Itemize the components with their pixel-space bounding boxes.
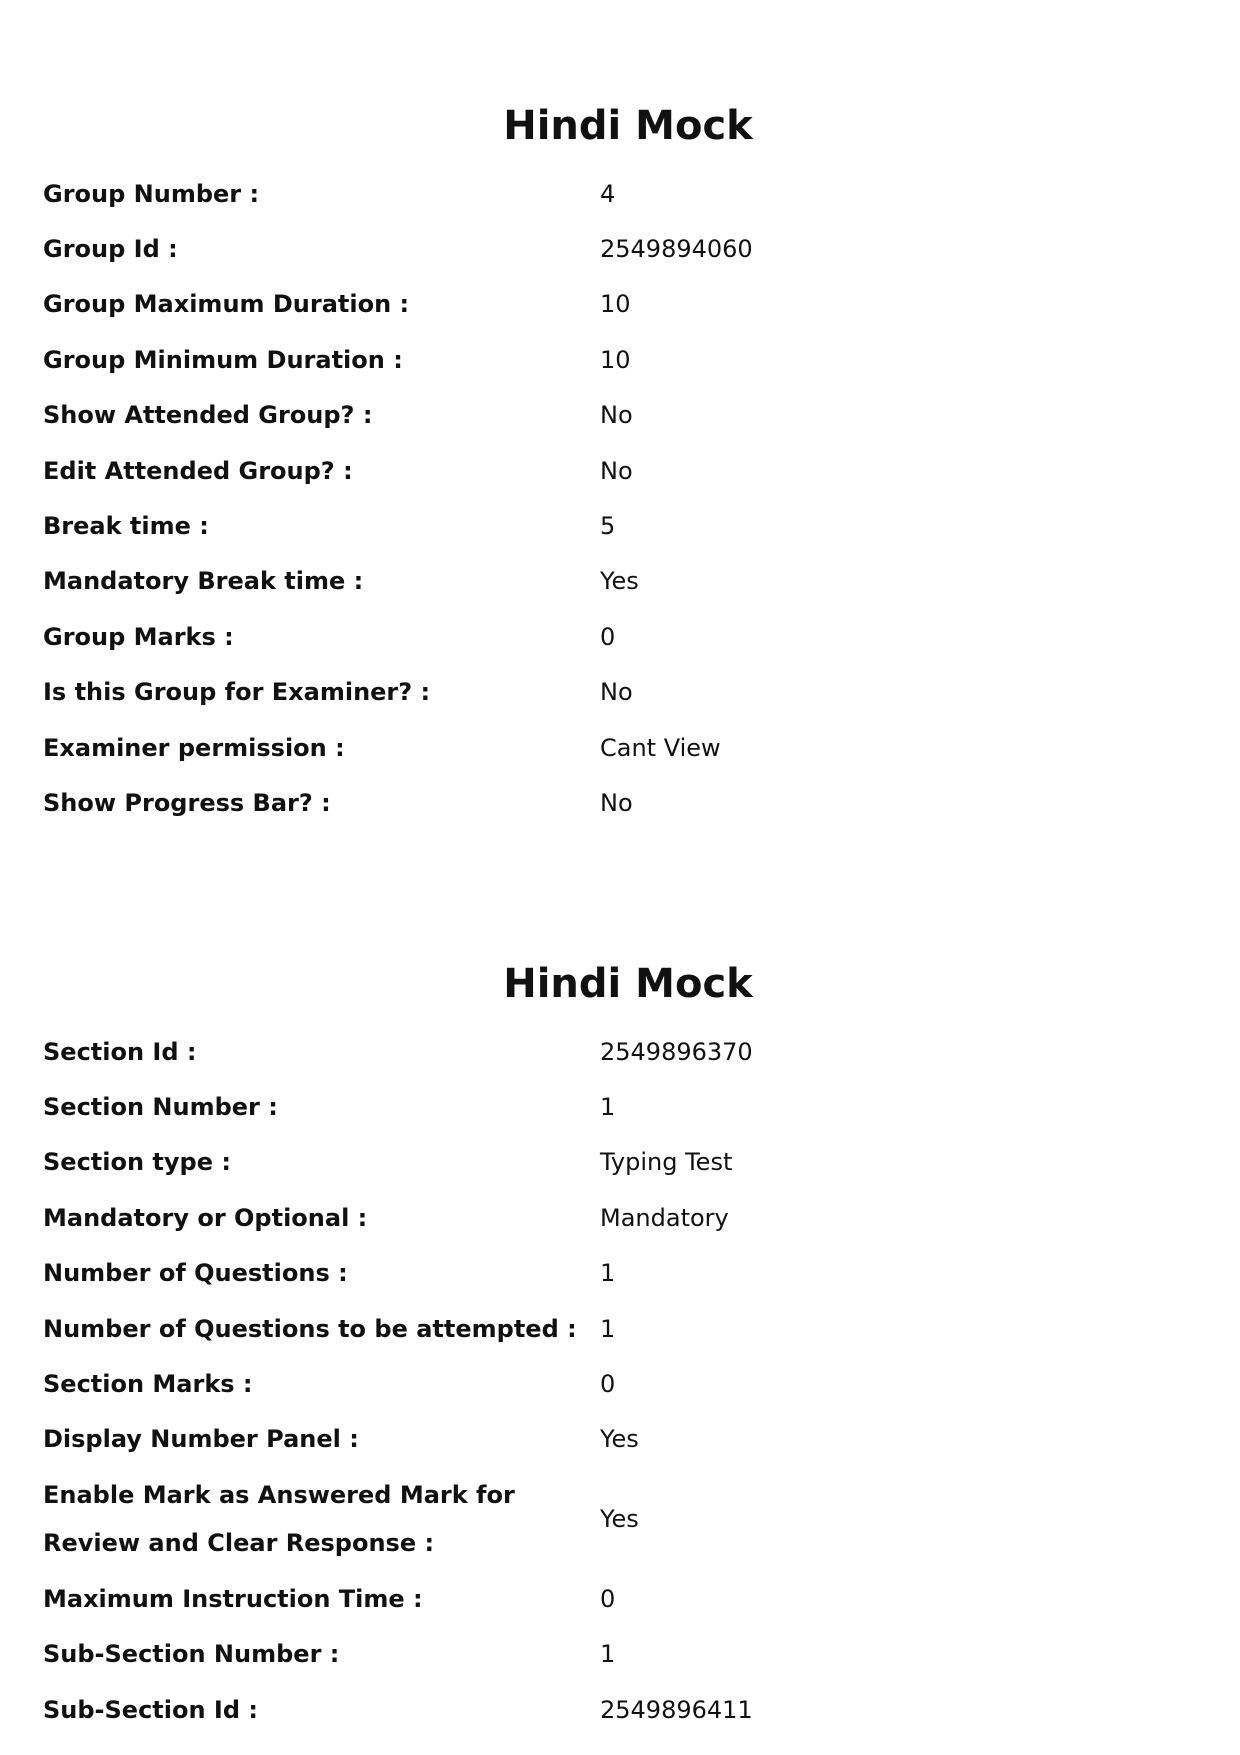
- detail-value: No: [600, 678, 633, 707]
- detail-row: [0, 1412, 1240, 1467]
- detail-label: Break time :: [43, 512, 209, 541]
- detail-label: Section Id :: [43, 1037, 197, 1066]
- detail-row: [0, 1024, 1240, 1079]
- detail-value: 1: [600, 1259, 616, 1288]
- group-details-list: [0, 166, 1240, 831]
- detail-label: Show Progress Bar? :: [43, 788, 331, 817]
- detail-label: Section Number :: [43, 1093, 278, 1122]
- detail-row: [0, 443, 1240, 498]
- detail-row: [0, 554, 1240, 609]
- detail-label: Section Marks :: [43, 1370, 253, 1399]
- detail-row: [0, 498, 1240, 553]
- detail-row: [0, 1135, 1240, 1190]
- detail-row: [0, 1627, 1240, 1682]
- detail-row: [0, 1301, 1240, 1356]
- detail-value: No: [600, 456, 633, 485]
- detail-value: Typing Test: [600, 1148, 733, 1177]
- detail-row: [0, 388, 1240, 443]
- detail-value: Yes: [600, 567, 639, 596]
- detail-label: Group Marks :: [43, 622, 234, 651]
- detail-row: [0, 1467, 1240, 1571]
- detail-label: Edit Attended Group? :: [43, 456, 353, 485]
- detail-value: 1: [600, 1093, 616, 1122]
- detail-value: 10: [600, 290, 631, 319]
- detail-value: 10: [600, 345, 631, 374]
- detail-label: Group Minimum Duration :: [43, 345, 403, 374]
- detail-value: 1: [600, 1640, 616, 1669]
- detail-row: [0, 332, 1240, 387]
- section-details-section: [0, 958, 1240, 1737]
- detail-row: [0, 1571, 1240, 1626]
- detail-label: Display Number Panel :: [43, 1425, 359, 1454]
- detail-label: Group Id :: [43, 235, 178, 264]
- detail-row: [0, 1356, 1240, 1411]
- detail-row: [0, 1246, 1240, 1301]
- detail-label: Number of Questions to be attempted :: [43, 1314, 577, 1343]
- group-details-section: [0, 100, 1240, 831]
- detail-row: [0, 720, 1240, 775]
- detail-row: [0, 277, 1240, 332]
- detail-label: Group Number :: [43, 179, 260, 208]
- detail-value: No: [600, 788, 633, 817]
- detail-value: 5: [600, 512, 616, 541]
- detail-value: 1: [600, 1314, 616, 1343]
- detail-label: Enable Mark as Answered Mark for Review and Clear Response :: [43, 1481, 515, 1558]
- detail-label: Show Attended Group? :: [43, 401, 373, 430]
- detail-label: Section type :: [43, 1148, 231, 1177]
- detail-label: Sub-Section Number :: [43, 1640, 340, 1669]
- detail-value: No: [600, 401, 633, 430]
- detail-value: 2549894060: [600, 235, 753, 264]
- detail-value: 0: [600, 1370, 616, 1399]
- section-details-list: [0, 1024, 1240, 1737]
- detail-label: Maximum Instruction Time :: [43, 1584, 423, 1613]
- detail-value: 2549896370: [600, 1037, 753, 1066]
- detail-value: 0: [600, 622, 616, 651]
- detail-row: [0, 775, 1240, 830]
- detail-value: Yes: [600, 1425, 639, 1454]
- detail-row: [0, 1190, 1240, 1245]
- detail-row: [0, 221, 1240, 276]
- detail-row: [0, 1079, 1240, 1134]
- detail-row: [0, 665, 1240, 720]
- detail-row: [0, 1682, 1240, 1737]
- detail-value: 2549896411: [600, 1695, 753, 1724]
- detail-label: Mandatory Break time :: [43, 567, 364, 596]
- detail-label: Mandatory or Optional :: [43, 1203, 368, 1232]
- detail-row: [0, 166, 1240, 221]
- detail-value: Mandatory: [600, 1203, 729, 1232]
- detail-label: Group Maximum Duration :: [43, 290, 410, 319]
- detail-value: 4: [600, 179, 616, 208]
- detail-value: Yes: [600, 1505, 639, 1534]
- detail-label: Number of Questions :: [43, 1259, 348, 1288]
- detail-label: Sub-Section Id :: [43, 1695, 258, 1724]
- section-title: Hindi Mock: [503, 961, 753, 1007]
- detail-row: [0, 609, 1240, 664]
- detail-value: 0: [600, 1584, 616, 1613]
- detail-label: Is this Group for Examiner? :: [43, 678, 431, 707]
- detail-value: Cant View: [600, 733, 721, 762]
- group-title: Hindi Mock: [503, 103, 753, 149]
- detail-label: Examiner permission :: [43, 733, 345, 762]
